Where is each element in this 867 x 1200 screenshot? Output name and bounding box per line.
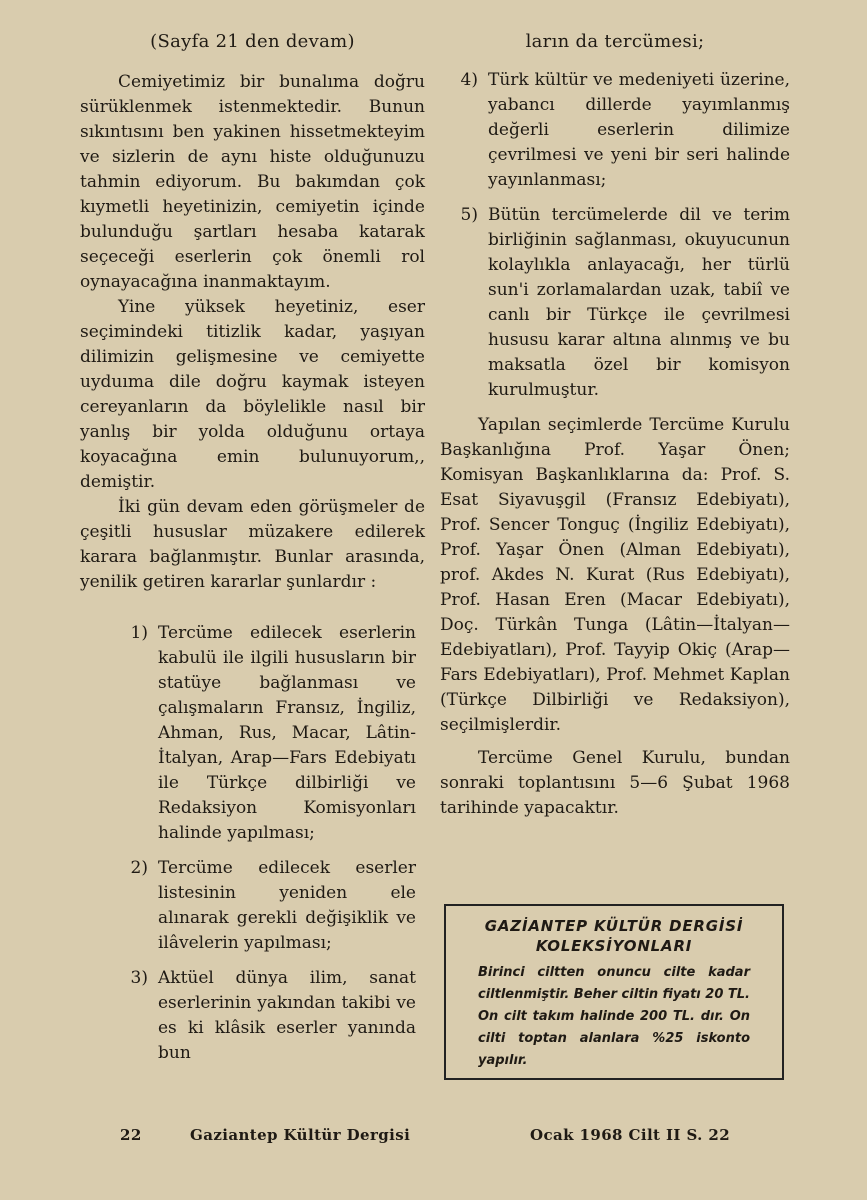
paragraph: İki gün devam eden görüşmeler de çeşitli hususlar müzakere edilerek karara bağlanmıştır. Bunlar arasında, yenilik getiren kararlar şunlardır : (80, 497, 425, 592)
list-item-number: 3) (130, 968, 148, 988)
list-item-text: Tercüme edilecek eserler listesinin yeniden ele alınarak gerekli değişiklik ve ilâvelerin yapılması; (158, 858, 416, 953)
decision-list-left (80, 621, 416, 1066)
paragraph: Yapılan seçimlerde Tercüme Kurulu Başkanlığına Prof. Yaşar Önen; Komisyan Başkanlıklarına da: Prof. S. Esat Siyavuşgil (Fransız Edebiyatı), Prof. Sencer Tonguç (İngiliz Edebiyatı), Prof. Yaşar Önen (Alman Edebiyatı), prof. Akdes N. Kurat (Rus Edebiyatı), Prof. Hasan Eren (Macar Edebiyatı), Doç. Türkân Tunga (Lâtin—İtalyan—Edebiyatları), Prof. Tayyip Okiç (Arap—Fars Edebiyatları), Prof. Mehmet Kaplan (Türkçe Dilbirliği ve Redaksiyon), seçilmişlerdir. (440, 415, 790, 735)
list-item-number: 2) (130, 858, 148, 878)
right-column (440, 28, 790, 821)
journal-name: Gaziantep Kültür Dergisi (190, 1126, 411, 1144)
list-item (116, 621, 416, 846)
ad-body: Birinci ciltten onuncu cilte kadar ciltlenmiştir. Beher ciltin fiyatı 20 TL. On cilt takım halinde 200 TL. dır. On cilti toptan alanlara %25 iskonto yapılır. (478, 965, 750, 1068)
issue-info: Ocak 1968 Cilt II S. 22 (530, 1126, 731, 1144)
list-item (446, 203, 790, 403)
page-number: 22 (120, 1126, 142, 1144)
decision-list-right (446, 68, 790, 403)
ad-subtitle: KOLEKSİYONLARI (535, 937, 693, 955)
collection-ad-box (444, 904, 784, 1080)
list-item-number: 1) (130, 623, 148, 643)
list-item-text: Tercüme edilecek eserlerin kabulü ile ilgili hususların bir statüye bağlanması ve çalışmaların Fransız, İngiliz, Ahman, Rus, Macar, Lâtin-İtalyan, Arap—Fars Edebiyatı ile Türkçe dilbirliği ve Redaksiyon Komisyonları halinde yapılması; (158, 623, 416, 843)
list-item (116, 856, 416, 956)
paragraph: Tercüme Genel Kurulu, bundan sonraki toplantısını 5—6 Şubat 1968 tarihinde yapacaktır. (440, 748, 790, 818)
ad-title: GAZİANTEP KÜLTÜR DERGİSİ (484, 917, 744, 935)
paragraph: Yine yüksek heyetiniz, eser seçimindeki titizlik kadar, yaşıyan dilimizin gelişmesine ve cemiyette uyduıma dile doğru kaymak isteyen cereyanların da böylelikle nasıl bir yanlış bir yolda olduğunu ortaya koyacağına emin bulunuyorum,, demiştir. (80, 297, 425, 492)
continued-from-note: (Sayfa 21 den devam) (150, 31, 355, 52)
list-item-number: 4) (460, 70, 478, 90)
list-item (116, 966, 416, 1066)
continued-line: ların da tercümesi; (525, 31, 705, 52)
list-item-text: Bütün tercümelerde dil ve terim birliğinin sağlanması, okuyucunun kolaylıkla anlayacağı, her türlü sun'i zorlamalardan uzak, tabiî ve canlı bir Türkçe ile çevrilmesi hususu karar altına alınmış ve bu maksatla özel bir komisyon kurulmuştur. (488, 205, 790, 400)
paragraph: Cemiyetimiz bir bunalıma doğru sürüklenmek istenmektedir. Bunun sıkıntısını ben yakinen hissetmekteyim ve sizlerin de aynı histe olduğunuzu tahmin ediyorum. Bu bakımdan çok kıymetli heyetinizin, cemiyetin içinde bulunduğu şartları hesaba katarak seçeceği eserlerin çok önemli rol oynayacağına inanmaktayım. (80, 72, 425, 292)
list-item-text: Aktüel dünya ilim, sanat eserlerinin yakından takibi ve es ki klâsik eserler yanında bun (158, 968, 416, 1063)
list-item-number: 5) (460, 205, 478, 225)
list-item-text: Türk kültür ve medeniyeti üzerine, yabancı dillerde yayımlanmış değerli eserlerin dilimize çevrilmesi ve yeni bir seri halinde yayınlanması; (488, 70, 790, 190)
left-column (80, 28, 425, 1076)
list-item (446, 68, 790, 193)
